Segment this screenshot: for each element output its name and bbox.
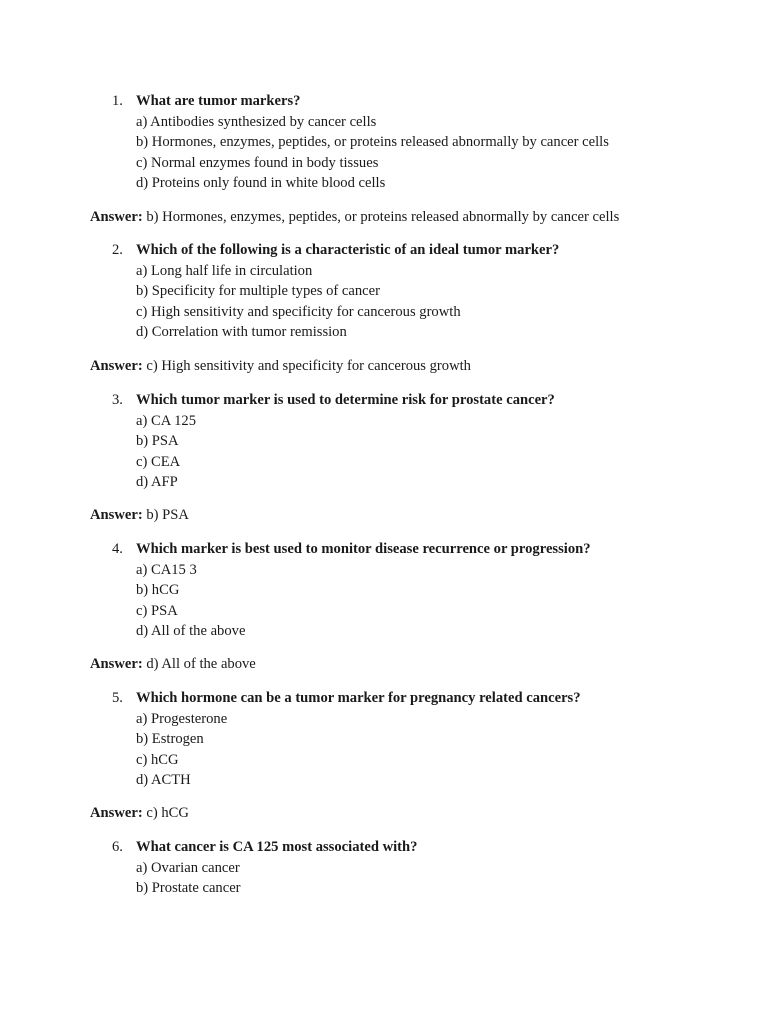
answer-label: Answer: [90,507,143,523]
answer-text: c) hCG [146,805,189,821]
question-4-line [112,539,752,560]
options-list [136,560,752,642]
option-d: d) Correlation with tumor remission [136,324,347,341]
option-d: d) ACTH [136,772,191,789]
question-number: 1. [112,93,123,109]
question-6 [112,837,752,899]
options-list [136,709,752,791]
option-d: d) AFP [136,474,178,491]
answer-label: Answer: [90,209,143,225]
option-b: b) Specificity for multiple types of cancer [136,283,380,300]
question-5-line [112,688,752,709]
option-b: b) Hormones, enzymes, peptides, or proteins released abnormally by cancer cells [136,134,609,151]
question-2-line [112,240,752,261]
option-a: a) Antibodies synthesized by cancer cells [136,113,377,130]
options-list [136,411,752,493]
question-3 [112,390,752,493]
answer-label: Answer: [90,358,143,374]
question-number: 6. [112,839,123,855]
question-text: What cancer is CA 125 most associated with? [136,839,418,855]
option-b: b) PSA [136,433,179,450]
answer-text: d) All of the above [146,656,256,672]
option-b: b) hCG [136,582,180,599]
question-text: Which marker is best used to monitor disease recurrence or progression? [136,541,591,557]
answer-text: c) High sensitivity and specificity for cancerous growth [146,358,471,374]
question-1-line [112,91,752,112]
option-c: c) High sensitivity and specificity for cancerous growth [136,303,461,320]
question-number: 2. [112,242,123,258]
answer-4 [90,654,256,675]
question-text: What are tumor markers? [136,93,301,109]
answer-3 [90,505,189,526]
answer-1 [90,207,619,228]
option-a: a) Long half life in circulation [136,262,313,279]
option-a: a) CA 125 [136,412,196,429]
answer-2 [90,356,471,377]
option-a: a) CA15 3 [136,561,197,578]
question-text: Which tumor marker is used to determine risk for prostate cancer? [136,392,555,408]
option-a: a) Progesterone [136,710,228,727]
question-number: 5. [112,690,123,706]
options-list [136,112,752,194]
question-number: 4. [112,541,123,557]
question-text: Which hormone can be a tumor marker for pregnancy related cancers? [136,690,581,706]
answer-label: Answer: [90,805,143,821]
option-b: b) Prostate cancer [136,880,241,897]
question-text: Which of the following is a characteristic of an ideal tumor marker? [136,242,560,258]
option-d: d) Proteins only found in white blood cells [136,175,386,192]
option-d: d) All of the above [136,623,246,640]
option-c: c) CEA [136,453,181,470]
answer-text: b) Hormones, enzymes, peptides, or proteins released abnormally by cancer cells [146,209,620,225]
option-b: b) Estrogen [136,731,204,748]
option-c: c) PSA [136,602,178,619]
option-a: a) Ovarian cancer [136,859,240,876]
answer-text: b) PSA [146,507,189,523]
question-4 [112,539,752,642]
question-6-line [112,837,752,858]
question-2 [112,240,752,343]
option-c: c) Normal enzymes found in body tissues [136,154,379,171]
option-c: c) hCG [136,751,179,768]
answer-label: Answer: [90,656,143,672]
answer-5 [90,803,189,824]
question-3-line [112,390,752,411]
question-number: 3. [112,392,123,408]
options-list [136,858,752,899]
question-1 [112,91,752,194]
options-list [136,261,752,343]
question-5 [112,688,752,791]
